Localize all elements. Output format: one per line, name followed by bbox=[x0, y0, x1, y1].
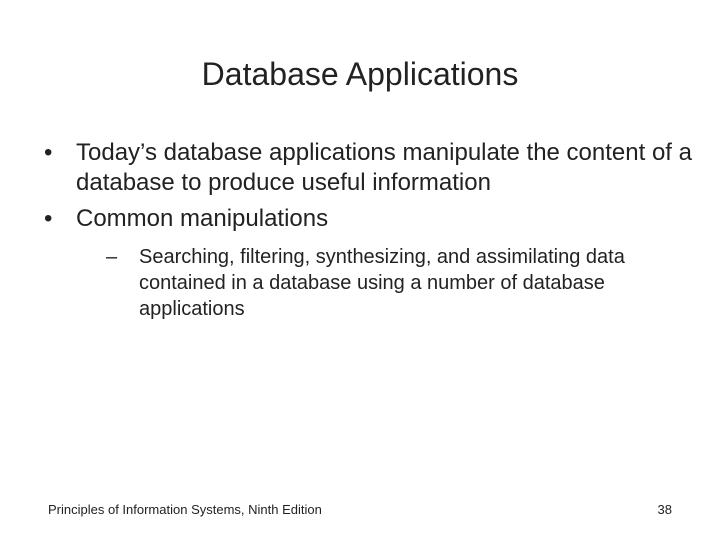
sub-bullet-text: Searching, filtering, synthesizing, and assimilating data contained in a database using a number of database applications bbox=[139, 246, 625, 320]
bullet-item bbox=[44, 204, 704, 322]
bullet-item bbox=[44, 138, 704, 198]
bullet-marker: • bbox=[44, 205, 53, 232]
page-number: 38 bbox=[657, 502, 672, 517]
bullet-text: Today’s database applications manipulate the content of a database to produce useful information bbox=[76, 139, 692, 196]
slide-title: Database Applications bbox=[201, 56, 519, 92]
sub-bullet-item bbox=[106, 244, 704, 322]
bullet-text: Common manipulations bbox=[76, 205, 329, 232]
sub-bullet-marker: – bbox=[106, 246, 118, 268]
slide-body bbox=[44, 138, 704, 328]
footer-source: Principles of Information Systems, Ninth Edition bbox=[48, 502, 322, 517]
bullet-marker: • bbox=[44, 139, 53, 166]
sub-bullet-list bbox=[76, 244, 704, 322]
